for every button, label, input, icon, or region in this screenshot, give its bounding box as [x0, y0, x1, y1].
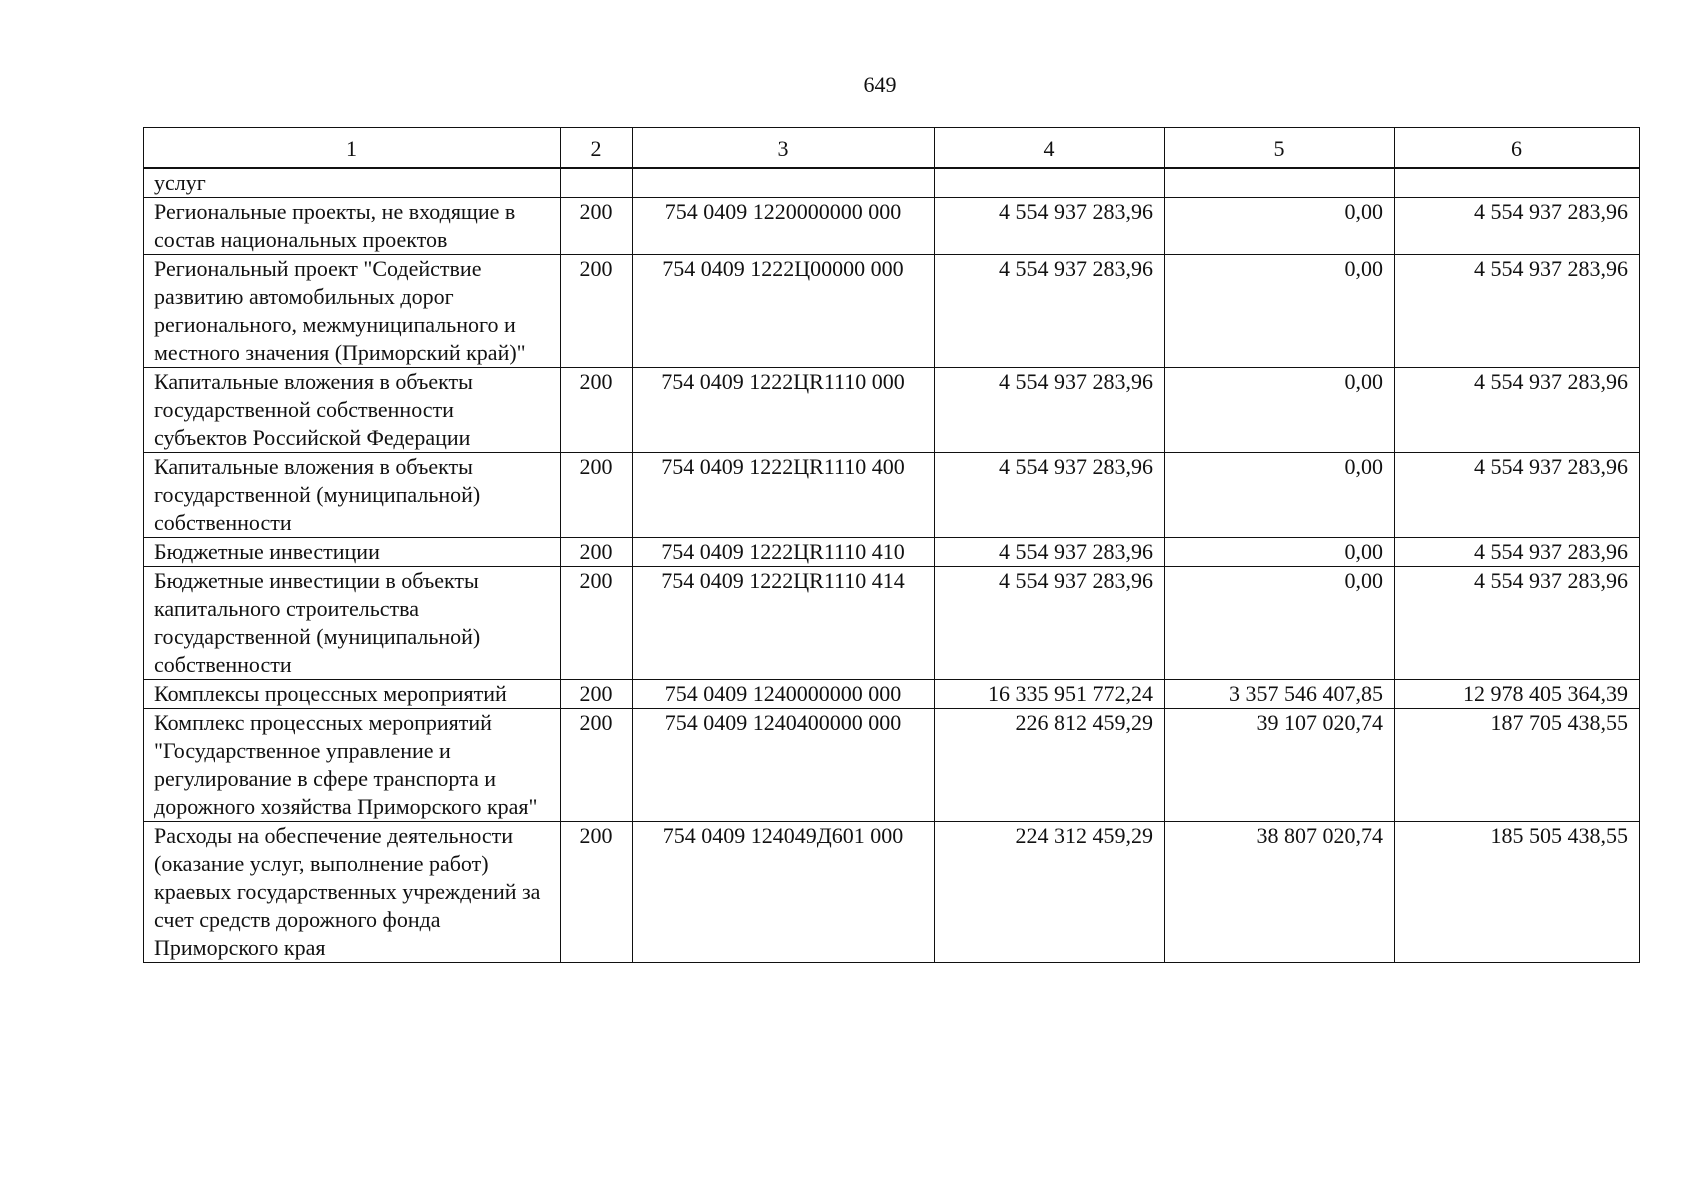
- row-value-col6: 4 554 937 283,96: [1395, 453, 1640, 538]
- table-row: [144, 198, 1640, 255]
- row-name: Капитальные вложения в объекты государственной (муниципальной) собственности: [144, 453, 561, 538]
- row-value-col4: [935, 168, 1165, 198]
- row-value-col6: 4 554 937 283,96: [1395, 538, 1640, 567]
- row-value-col5: 0,00: [1165, 368, 1395, 453]
- row-value-col5: 3 357 546 407,85: [1165, 680, 1395, 709]
- row-value-col5: 0,00: [1165, 538, 1395, 567]
- row-name: Бюджетные инвестиции в объекты капитального строительства государственной (муниципальной) собственности: [144, 567, 561, 680]
- row-code: 200: [561, 453, 633, 538]
- row-value-col6: 4 554 937 283,96: [1395, 198, 1640, 255]
- row-value-col6: [1395, 168, 1640, 198]
- row-value-col5: 0,00: [1165, 567, 1395, 680]
- column-header: 2: [561, 128, 633, 169]
- page-number: 649: [863, 72, 897, 97]
- row-classification-code: 754 0409 124049Д601 000: [633, 822, 935, 963]
- row-code: 200: [561, 255, 633, 368]
- table-row: [144, 453, 1640, 538]
- row-value-col4: 226 812 459,29: [935, 709, 1165, 822]
- row-name: Комплекс процессных мероприятий "Государственное управление и регулирование в сфере транспорта и дорожного хозяйства Приморского края": [144, 709, 561, 822]
- table-row: [144, 368, 1640, 453]
- table-row: [144, 538, 1640, 567]
- row-value-col4: 16 335 951 772,24: [935, 680, 1165, 709]
- row-name: Капитальные вложения в объекты государственной собственности субъектов Российской Федерации: [144, 368, 561, 453]
- row-name: услуг: [144, 168, 561, 198]
- row-classification-code: 754 0409 1222ЦR1110 410: [633, 538, 935, 567]
- row-value-col4: 224 312 459,29: [935, 822, 1165, 963]
- table-row: [144, 680, 1640, 709]
- row-code: 200: [561, 822, 633, 963]
- column-header: 5: [1165, 128, 1395, 169]
- row-name: Расходы на обеспечение деятельности (оказание услуг, выполнение работ) краевых государственных учреждений за счет средств дорожного фонда Приморского края: [144, 822, 561, 963]
- row-value-col6: 4 554 937 283,96: [1395, 567, 1640, 680]
- row-value-col5: 39 107 020,74: [1165, 709, 1395, 822]
- row-classification-code: 754 0409 1240400000 000: [633, 709, 935, 822]
- table-header-row: [144, 128, 1640, 169]
- row-value-col5: 0,00: [1165, 255, 1395, 368]
- column-header: 6: [1395, 128, 1640, 169]
- row-classification-code: 754 0409 1222ЦR1110 000: [633, 368, 935, 453]
- row-value-col6: 4 554 937 283,96: [1395, 368, 1640, 453]
- row-value-col6: 187 705 438,55: [1395, 709, 1640, 822]
- row-code: 200: [561, 709, 633, 822]
- table-row: [144, 255, 1640, 368]
- table-row: [144, 709, 1640, 822]
- row-value-col5: 0,00: [1165, 198, 1395, 255]
- column-header: 3: [633, 128, 935, 169]
- row-code: [561, 168, 633, 198]
- row-classification-code: 754 0409 1222ЦR1110 414: [633, 567, 935, 680]
- budget-table: [143, 127, 1640, 963]
- row-code: 200: [561, 198, 633, 255]
- row-code: 200: [561, 538, 633, 567]
- row-value-col4: 4 554 937 283,96: [935, 368, 1165, 453]
- row-value-col6: 4 554 937 283,96: [1395, 255, 1640, 368]
- row-value-col4: 4 554 937 283,96: [935, 567, 1165, 680]
- row-value-col5: 38 807 020,74: [1165, 822, 1395, 963]
- row-value-col4: 4 554 937 283,96: [935, 255, 1165, 368]
- row-value-col4: 4 554 937 283,96: [935, 538, 1165, 567]
- row-value-col6: 185 505 438,55: [1395, 822, 1640, 963]
- row-name: Комплексы процессных мероприятий: [144, 680, 561, 709]
- row-classification-code: 754 0409 1240000000 000: [633, 680, 935, 709]
- table-row: [144, 168, 1640, 198]
- table-row: [144, 567, 1640, 680]
- row-value-col4: 4 554 937 283,96: [935, 453, 1165, 538]
- row-code: 200: [561, 368, 633, 453]
- column-header: 1: [144, 128, 561, 169]
- row-code: 200: [561, 567, 633, 680]
- row-name: Региональный проект "Содействие развитию автомобильных дорог регионального, межмуниципального и местного значения (Приморский край)": [144, 255, 561, 368]
- row-value-col5: [1165, 168, 1395, 198]
- row-value-col6: 12 978 405 364,39: [1395, 680, 1640, 709]
- row-value-col4: 4 554 937 283,96: [935, 198, 1165, 255]
- column-header: 4: [935, 128, 1165, 169]
- row-classification-code: 754 0409 1222Ц00000 000: [633, 255, 935, 368]
- table-row: [144, 822, 1640, 963]
- row-classification-code: 754 0409 1220000000 000: [633, 198, 935, 255]
- row-name: Региональные проекты, не входящие в состав национальных проектов: [144, 198, 561, 255]
- row-value-col5: 0,00: [1165, 453, 1395, 538]
- row-classification-code: [633, 168, 935, 198]
- row-code: 200: [561, 680, 633, 709]
- row-classification-code: 754 0409 1222ЦR1110 400: [633, 453, 935, 538]
- row-name: Бюджетные инвестиции: [144, 538, 561, 567]
